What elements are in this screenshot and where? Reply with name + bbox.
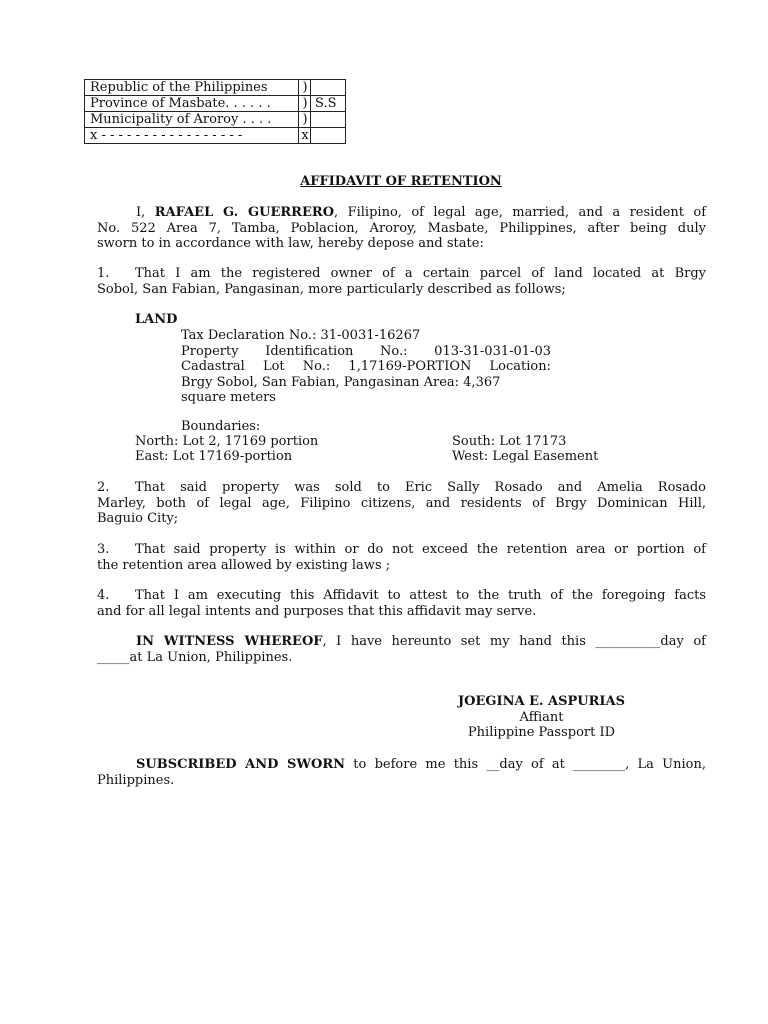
boundary-north: North: Lot 2, 17169 portion: [135, 434, 319, 449]
paragraph-2: [97, 480, 706, 527]
property-identification: Property Identification No.: 013-31-031-01-03: [181, 343, 551, 359]
jurat-line-1: [97, 757, 706, 773]
paragraph-4-line-2: and for all legal intents and purposes that this affidavit may serve.: [97, 603, 537, 619]
jurat-line-2: Philippines.: [97, 772, 175, 788]
paragraph-2-text: That said property was sold to Eric Sally Rosado and Amelia Rosado: [135, 480, 706, 495]
area-unit: square meters: [181, 390, 276, 405]
paragraph-4-text: That I am executing this Affidavit to attest to the truth of the foregoing facts: [135, 588, 706, 603]
venue-ss: [311, 112, 346, 128]
venue-paren: ): [299, 112, 311, 128]
venue-paren: ): [299, 96, 311, 112]
location-area: Brgy Sobol, San Fabian, Pangasinan Area: 4,367: [181, 374, 501, 390]
paragraph-1: [97, 266, 706, 297]
signature-block: [400, 694, 683, 741]
intro-line-1-rest: , Filipino, of legal age, married, and a resident of: [334, 205, 707, 220]
jurat-line-1-rest: to before me this __day of at ________, La Union,: [345, 757, 707, 772]
paragraph-2-line-3: Baguio City;: [97, 511, 179, 526]
jurat-heading: SUBSCRIBED AND SWORN: [136, 757, 346, 772]
venue-row: [85, 80, 346, 96]
tax-declaration: Tax Declaration No.: 31-0031-16267: [181, 328, 421, 343]
boundary-east: East: Lot 17169-portion: [135, 449, 293, 464]
venue-country: Republic of the Philippines: [85, 80, 299, 96]
paragraph-3-line-2: the retention area allowed by existing laws ;: [97, 557, 391, 573]
witness-heading: IN WITNESS WHEREOF: [136, 634, 323, 649]
venue-ss: S.S: [311, 96, 346, 112]
paragraph-4: [97, 588, 706, 619]
witness-clause: [97, 634, 706, 665]
paragraph-3: [97, 542, 706, 573]
venue-table: [84, 79, 346, 144]
venue-row: [85, 112, 346, 128]
venue-paren: ): [299, 80, 311, 96]
affiant-id: Philippine Passport ID: [467, 725, 616, 740]
venue-separator-x: x: [299, 128, 311, 144]
cadastral-lot: Cadastral Lot No.: 1,17169-PORTION Location:: [181, 359, 551, 374]
intro-paragraph: [97, 205, 706, 252]
paragraph-2-line-2: Marley, both of legal age, Filipino citizens, and residents of Brgy Dominican Hill,: [97, 495, 706, 511]
witness-line-1: [97, 634, 706, 650]
venue-municipality: Municipality of Aroroy . . . .: [85, 112, 299, 128]
witness-line-1-rest: , I have hereunto set my hand this __________day of: [322, 634, 706, 649]
intro-line-3: sworn to in accordance with law, hereby depose and state:: [97, 236, 484, 251]
intro-line-2: No. 522 Area 7, Tamba, Poblacion, Aroroy, Masbate, Philippines, after being duly: [97, 220, 706, 236]
paragraph-number: 4.: [97, 588, 110, 603]
jurat: [97, 757, 706, 788]
affiant-role: Affiant: [519, 709, 564, 725]
paragraph-1-line-1: [97, 266, 706, 282]
affiant-name: JOEGINA E. ASPURIAS: [458, 694, 625, 709]
venue-province: Province of Masbate. . . . . .: [85, 96, 299, 112]
boundary-south: South: Lot 17173: [452, 434, 567, 449]
boundary-west: West: Legal Easement: [452, 449, 599, 464]
intro-line-1: [97, 205, 706, 221]
affiant-name-intro: RAFAEL G. GUERRERO: [154, 205, 335, 220]
boundaries-label: Boundaries:: [181, 419, 261, 434]
intro-prefix: I,: [136, 205, 155, 220]
paragraph-1-line-2: Sobol, San Fabian, Pangasinan, more particularly described as follows;: [97, 281, 566, 297]
venue-separator: x - - - - - - - - - - - - - - - - -: [85, 128, 299, 144]
witness-line-2: _____at La Union, Philippines.: [97, 649, 293, 665]
venue-ss: [311, 128, 346, 144]
document-title: AFFIDAVIT OF RETENTION: [300, 174, 502, 189]
venue-row: [85, 128, 346, 144]
paragraph-4-line-1: [97, 588, 706, 604]
paragraph-number: 2.: [97, 480, 110, 495]
paragraph-3-text: That said property is within or do not exceed the retention area or portion of: [135, 542, 706, 557]
land-details: [181, 328, 551, 406]
paragraph-1-text: That I am the registered owner of a certain parcel of land located at Brgy: [135, 266, 706, 281]
venue-ss: [311, 80, 346, 96]
venue-row: [85, 96, 346, 112]
paragraph-3-line-1: [97, 542, 706, 558]
paragraph-number: 1.: [97, 266, 110, 281]
paragraph-2-line-1: [97, 480, 706, 496]
paragraph-number: 3.: [97, 542, 110, 557]
land-heading: LAND: [135, 312, 178, 327]
